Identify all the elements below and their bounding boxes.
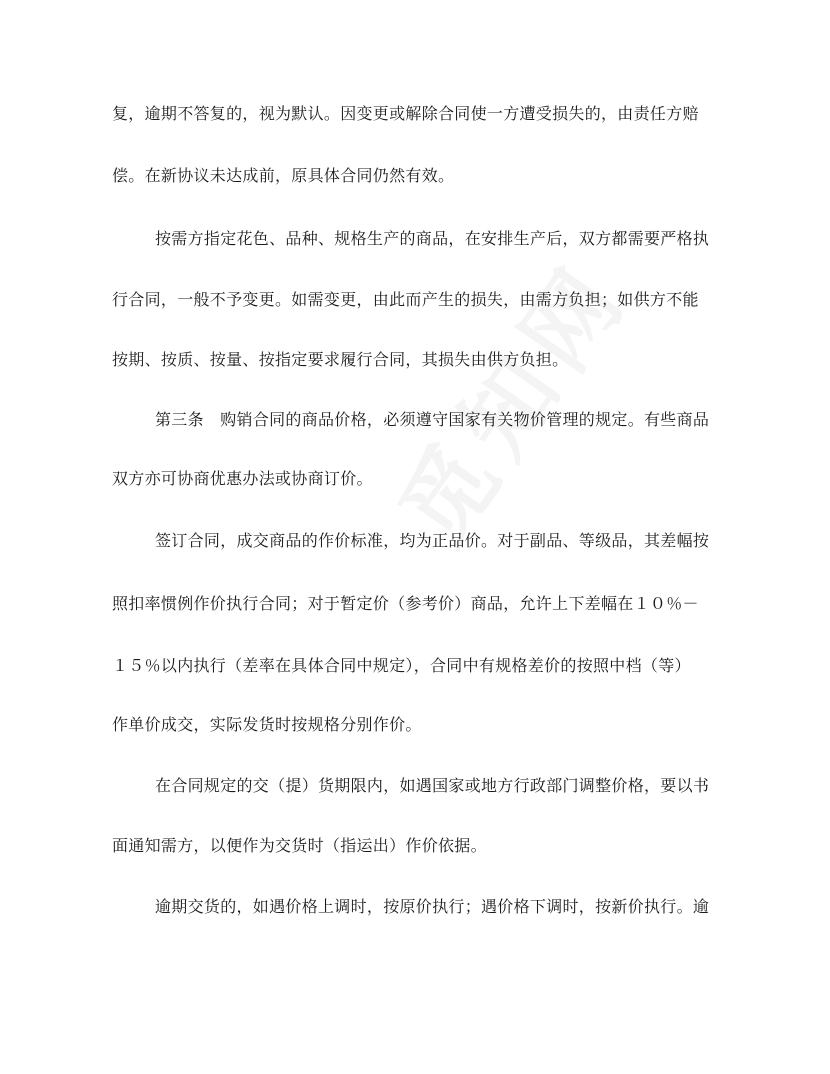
text-line: 按期、按质、按量、按指定要求履行合同，其损失由供方负担。 — [112, 350, 569, 369]
text-line: 偿。在新协议未达成前，原具体合同仍然有效。 — [112, 166, 455, 185]
text-line: 按需方指定花色、品种、规格生产的商品，在安排生产后，双方都需要严格执 — [155, 229, 710, 248]
text-line: 在合同规定的交（提）货期限内，如遇国家或地方行政部门调整价格，要以书 — [155, 776, 710, 795]
text-line: 逾期交货的，如遇价格上调时，按原价执行；遇价格下调时，按新价执行。逾 — [155, 897, 710, 916]
text-line: 复，逾期不答复的，视为默认。因变更或解除合同使一方遭受损失的，由责任方赔 — [112, 104, 699, 123]
text-line: １５％以内执行（差率在具体合同中规定），合同中有规格差价的按照中档（等） — [112, 656, 691, 675]
text-line: 作单价成交，实际发货时按规格分别作价。 — [112, 715, 422, 734]
text-line: 签订合同，成交商品的作价标准，均为正品价。对于副品、等级品，其差幅按 — [155, 531, 710, 550]
text-line: 照扣率惯例作价执行合同；对于暂定价（参考价）商品，允许上下差幅在１０％－ — [112, 594, 699, 613]
text-line: 面通知需方，以便作为交货时（指运出）作价依据。 — [112, 836, 487, 855]
text-line: 双方亦可协商优惠办法或协商订价。 — [112, 469, 373, 488]
text-line: 行合同，一般不予变更。如需变更，由此而产生的损失，由需方负担；如供方不能 — [112, 290, 699, 309]
text-line: 第三条 购销合同的商品价格，必须遵守国家有关物价管理的规定。有些商品 — [155, 410, 710, 429]
